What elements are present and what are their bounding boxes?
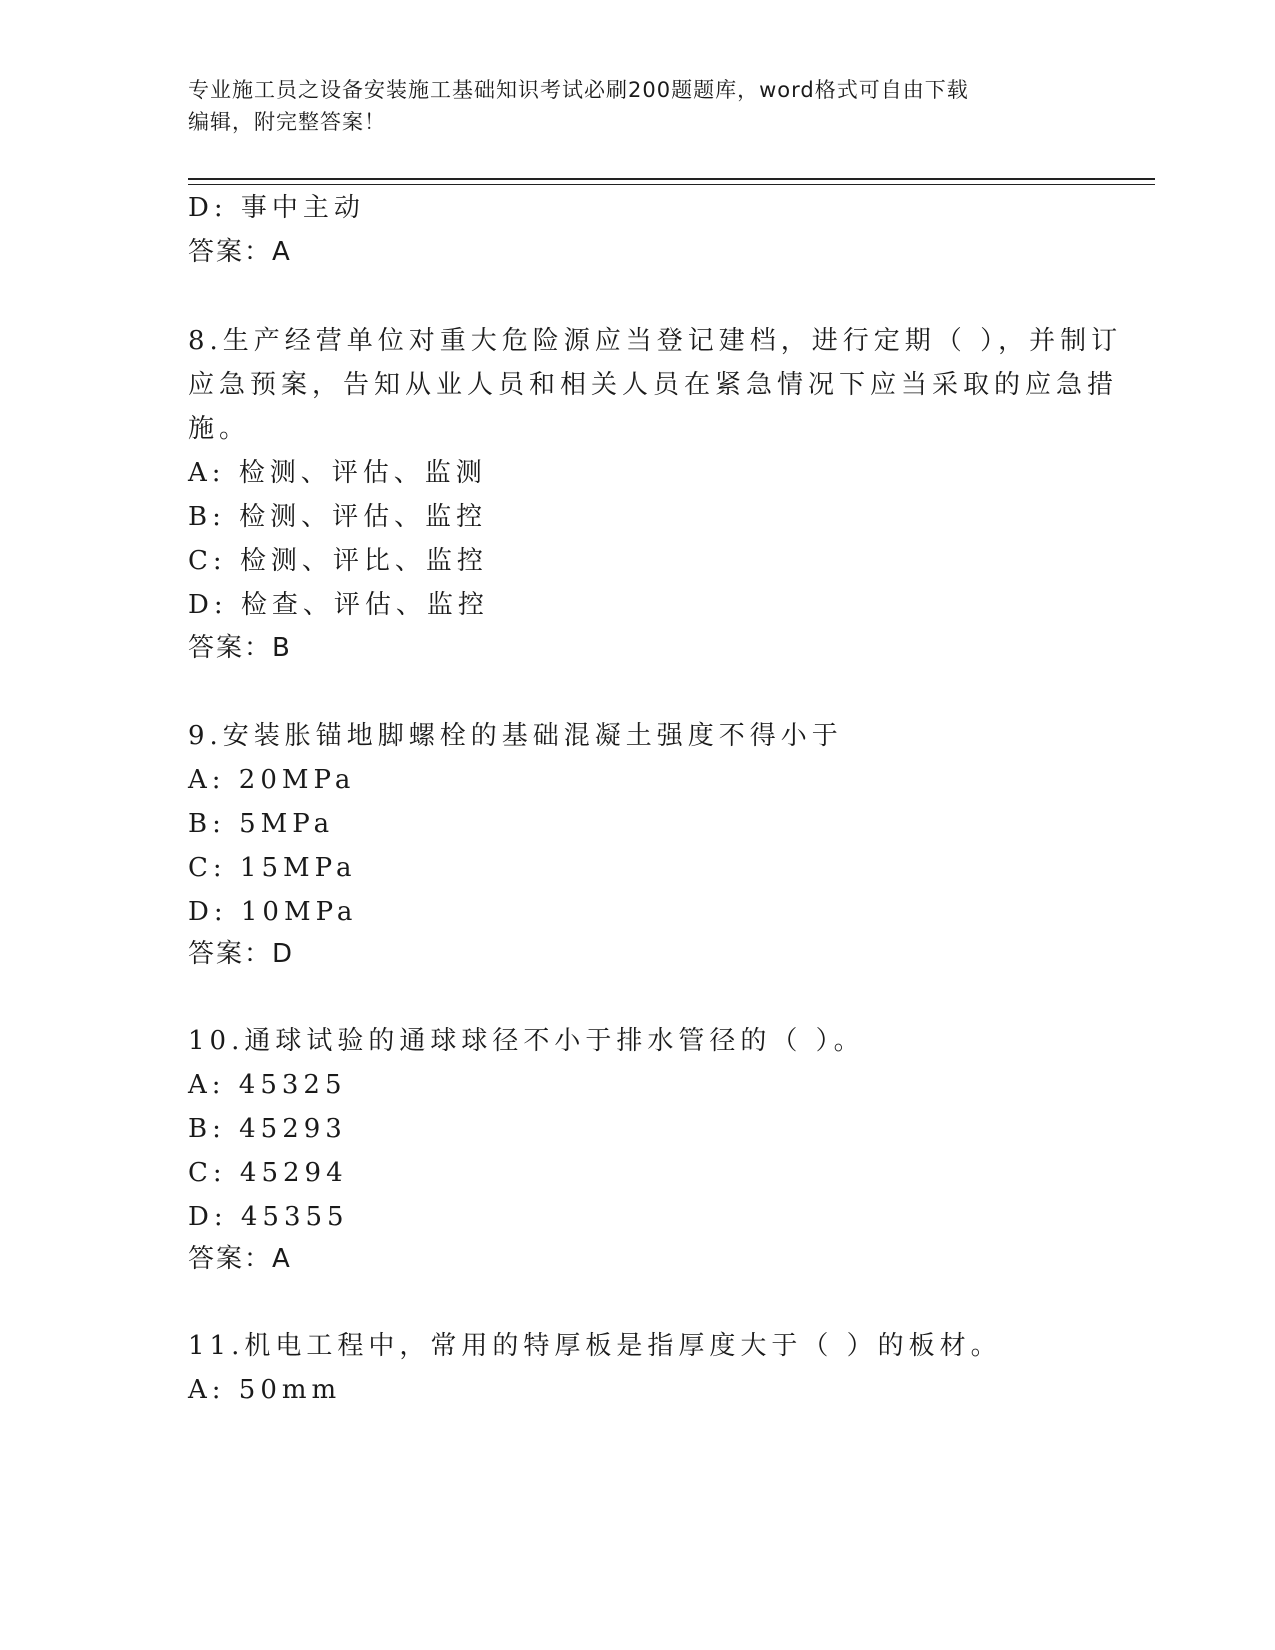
q8-option-d: D: 检查、评估、监控: [188, 590, 489, 620]
q9-option-c: C: 15MPa: [188, 853, 357, 883]
q10-option-d: D: 45355: [188, 1202, 349, 1232]
q9-option-d: D: 10MPa: [188, 897, 358, 927]
prev-option-d: D: 事中主动: [188, 193, 365, 223]
q8-answer: 答案：B: [188, 633, 292, 663]
q9-option-b: B: 5MPa: [188, 809, 335, 839]
q10-line-1: 10.通球试验的通球球径不小于排水管径的（ ）。: [188, 1026, 865, 1056]
q9-answer: 答案：D: [188, 939, 295, 969]
q8-line-3: 施。: [188, 414, 251, 444]
q10-option-b: B: 45293: [188, 1114, 347, 1144]
header-rule-thick: [188, 178, 1155, 180]
q8-line-1: 8.生产经营单位对重大危险源应当登记建档，进行定期（ ），并制订: [188, 326, 1123, 356]
q8-option-a: A: 检测、评估、监测: [188, 458, 487, 488]
header-line-1: 专业施工员之设备安装施工基础知识考试必刷200题题库，word格式可自由下载: [188, 78, 969, 102]
prev-answer: 答案：A: [188, 237, 292, 267]
q9-option-a: A: 20MPa: [188, 765, 356, 795]
q10-option-c: C: 45294: [188, 1158, 348, 1188]
header-line-2: 编辑，附完整答案！: [188, 110, 386, 134]
header-rule-thin: [188, 184, 1155, 185]
q11-line-1: 11.机电工程中，常用的特厚板是指厚度大于（ ）的板材。: [188, 1331, 1002, 1361]
q10-answer: 答案：A: [188, 1244, 292, 1274]
q8-line-2: 应急预案，告知从业人员和相关人员在紧急情况下应当采取的应急措: [188, 370, 1119, 400]
document-header: [188, 74, 1068, 138]
q8-option-c: C: 检测、评比、监控: [188, 546, 488, 576]
q8-option-b: B: 检测、评估、监控: [188, 502, 488, 532]
q10-option-a: A: 45325: [188, 1070, 347, 1100]
q11-option-a: A: 50mm: [188, 1375, 342, 1405]
q9-line-1: 9.安装胀锚地脚螺栓的基础混凝土强度不得小于: [188, 721, 843, 751]
